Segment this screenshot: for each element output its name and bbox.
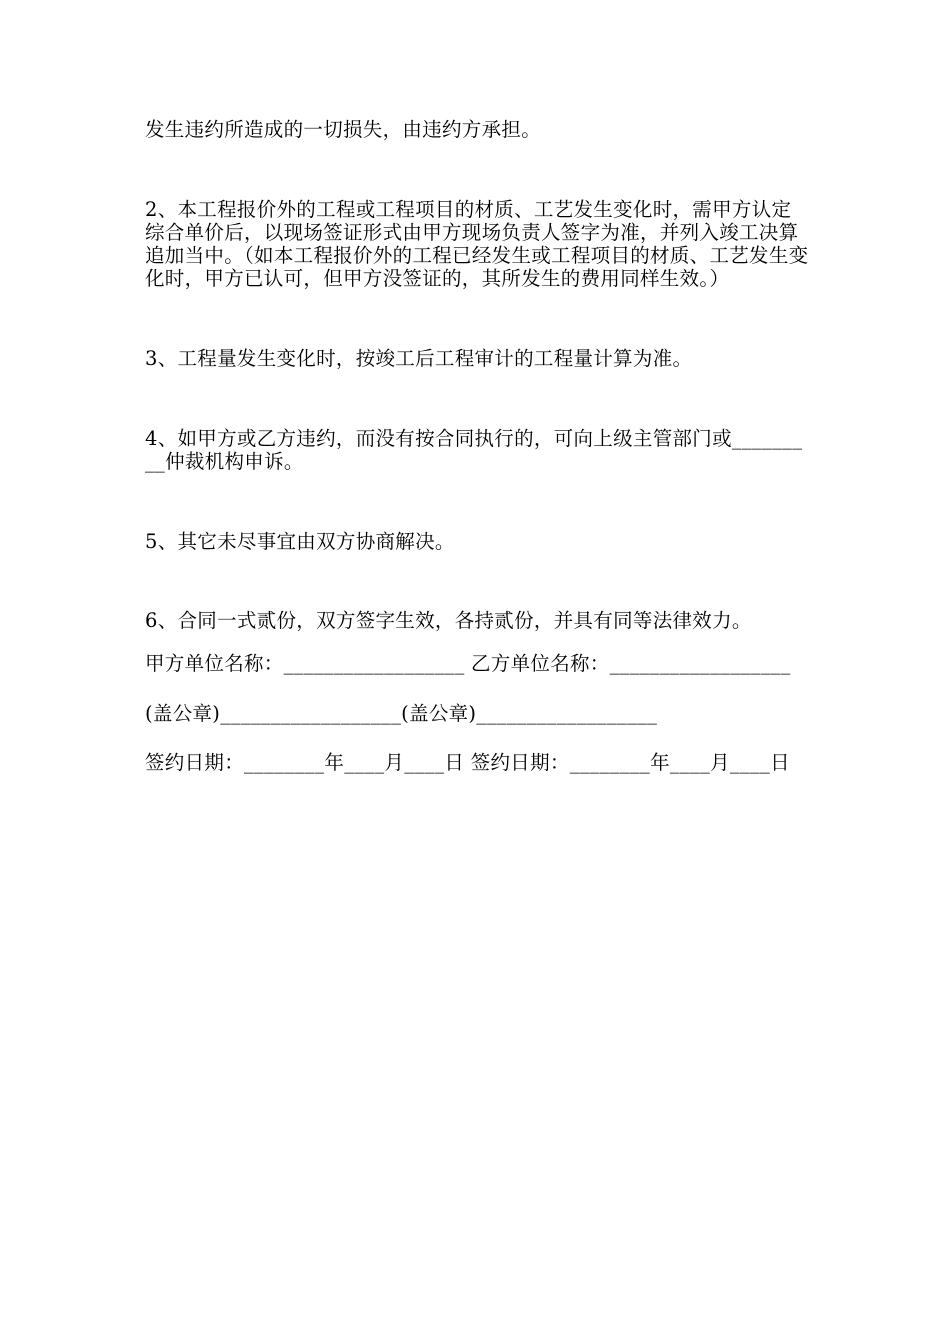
clause-2: 2、本工程报价外的工程或工程项目的材质、工艺发生变化时，需甲方认定综合单价后，以现场签证形式由甲方现场负责人签字为准，并列入竣工决算追加当中。（如本工程报价外的工程已经发生或工程项目的材质、工艺发生变化时，甲方已认可，但甲方没签证的，其所发生的费用同样生效。） [145,198,809,290]
intro-paragraph: 发生违约所造成的一切损失，由违约方承担。 [145,118,542,141]
clause-5: 5、其它未尽事宜由双方协商解决。 [145,530,455,553]
signing-date-line: 签约日期：________年____月____日 签约日期：________年____月____日 [145,751,790,774]
seal-line: (盖公章)__________________(盖公章)__________________ [145,702,658,725]
party-names-line: 甲方单位名称：__________________ 乙方单位名称：__________________ [145,652,791,675]
document-body [145,118,810,774]
clause-3: 3、工程量发生变化时，按竣工后工程审计的工程量计算为准。 [145,347,693,370]
clause-4: 4、如甲方或乙方违约，而没有按合同执行的，可向上级主管部门或_________仲裁机构申诉。 [145,427,803,473]
clause-6: 6、合同一式贰份，双方签字生效，各持贰份，并具有同等法律效力。 [145,609,752,632]
